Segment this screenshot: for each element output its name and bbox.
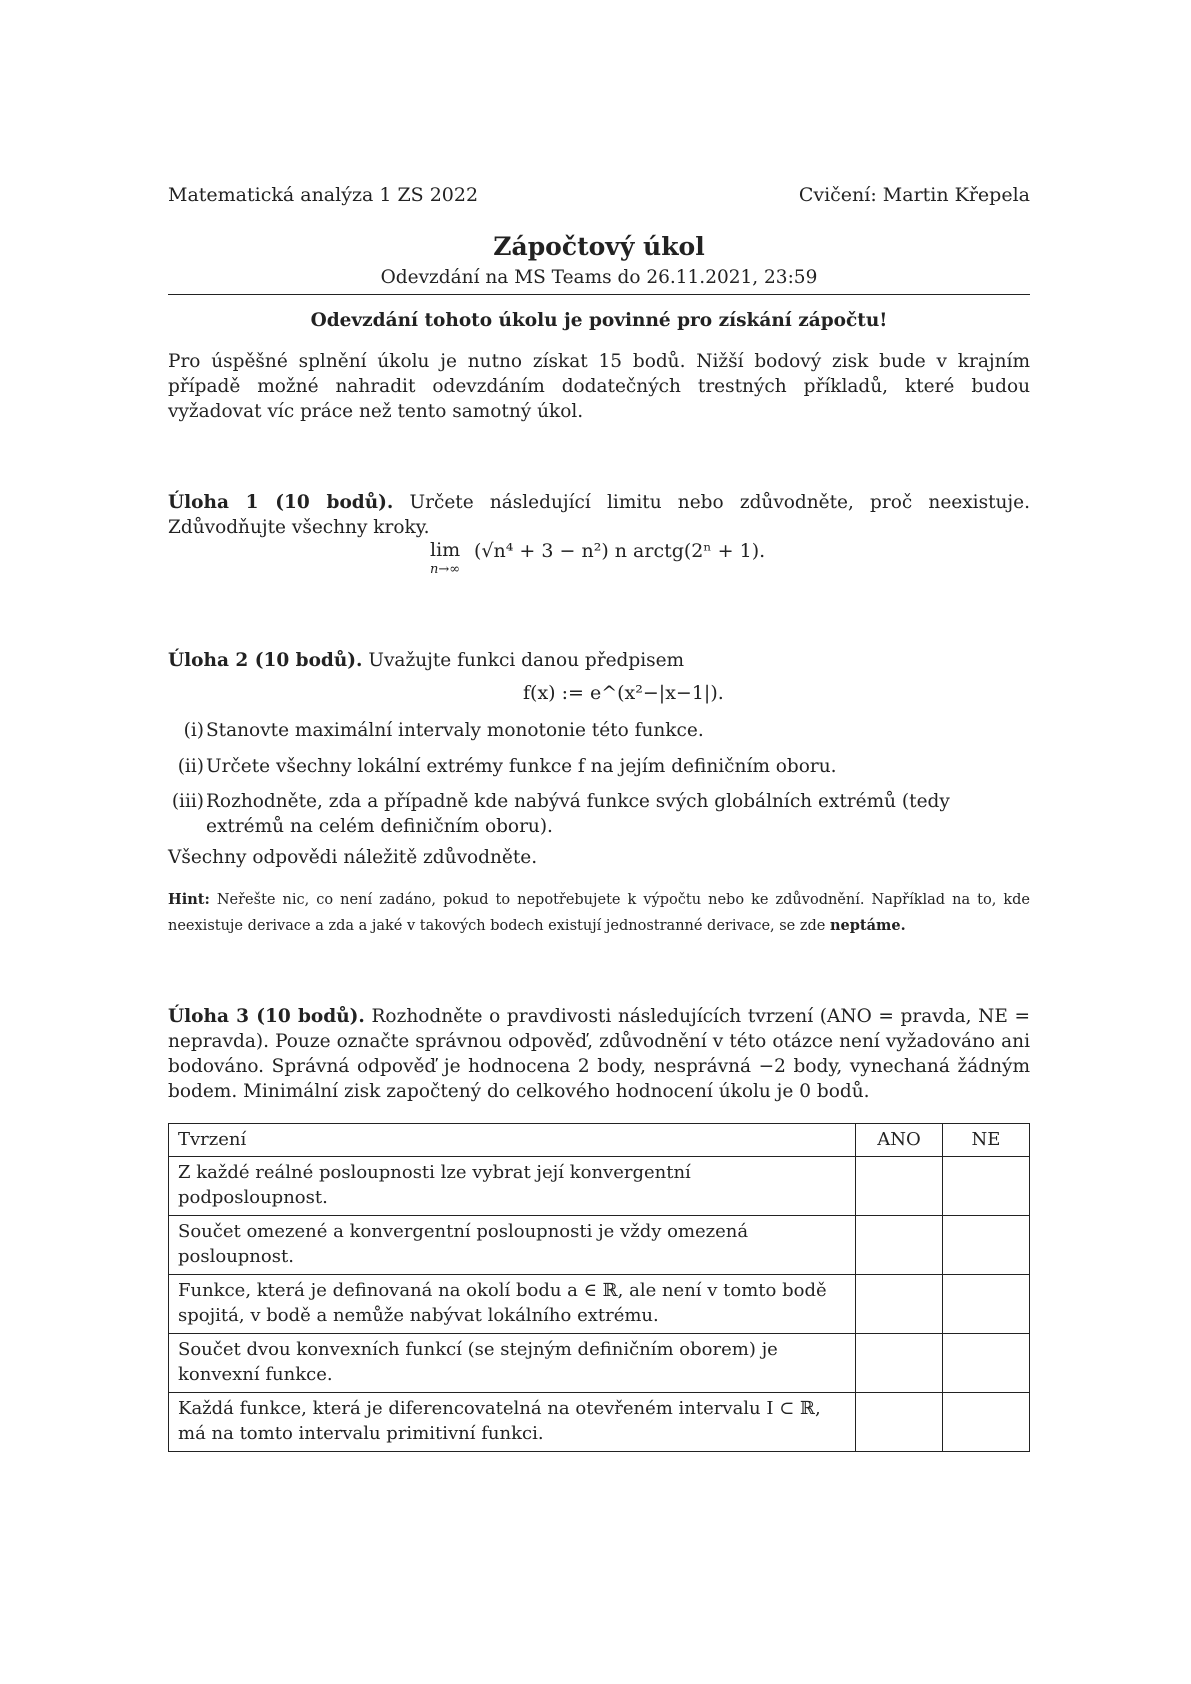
table-row (169, 1334, 1030, 1393)
item-number: (iii) (171, 791, 204, 812)
task-1-heading: Úloha 1 (10 bodů). (168, 492, 394, 513)
limit-operator: lim n→∞ (430, 540, 460, 580)
answer-yes-cell[interactable] (856, 1216, 943, 1275)
hint-text: Neřešte nic, co není zadáno, pokud to nepotřebujete k výpočtu nebo ke zdůvodnění. Například na to, kde neexistuje derivace a zda a jaké v takových bodech existují jednostranné derivace, se zde (168, 892, 1030, 934)
mandatory-notice: Odevzdání tohoto úkolu je povinné pro získání zápočtu! (310, 310, 888, 331)
answer-no-cell[interactable] (943, 1157, 1030, 1216)
header-yes: ANO (856, 1124, 943, 1157)
statement-cell: Funkce, která je definovaná na okolí bodu a ∈ ℝ, ale není v tomto bodě spojitá, v bodě a nemůže nabývat lokálního extrému. (169, 1275, 856, 1334)
title-rule (168, 294, 1030, 295)
table-header-row (169, 1124, 1030, 1157)
answer-yes-cell[interactable] (856, 1275, 943, 1334)
hint-label: Hint: (168, 891, 210, 908)
true-false-table (168, 1123, 1030, 1452)
statement-cell: Každá funkce, která je diferencovatelná na otevřeném intervalu I ⊂ ℝ, má na tomto intervalu primitivní funkci. (169, 1393, 856, 1452)
item-text: Rozhodněte, zda a případně kde nabývá funkce svých globálních extrémů (tedy extrémů na celém definičním oboru). (206, 791, 950, 837)
course-name: Matematická analýza 1 ZS 2022 (168, 184, 479, 206)
task-3 (168, 1004, 1030, 1104)
page-header (168, 184, 1030, 206)
hint-emphasis: neptáme. (830, 917, 906, 934)
limit-subscript: n→∞ (430, 562, 461, 577)
submission-deadline: Odevzdání na MS Teams do 26.11.2021, 23:59 (380, 267, 818, 288)
task-2-heading: Úloha 2 (10 bodů). (168, 650, 363, 671)
header-no: NE (943, 1124, 1030, 1157)
intro-paragraph: Pro úspěšné splnění úkolu je nutno získat 15 bodů. Nižší bodový zisk bude v krajním případě možné nahradit odevzdáním dodatečných trestných příkladů, které budou vyžadovat víc práce než tento samotný úkol. (168, 351, 1030, 422)
item-number: (i) (183, 720, 204, 741)
task-2-text: Uvažujte funkci danou předpisem (362, 650, 685, 671)
table-row (169, 1275, 1030, 1334)
item-text: Určete všechny lokální extrémy funkce f na jejím definičním oboru. (206, 756, 837, 777)
page-title: Zápočtový úkol (493, 232, 705, 261)
statement-cell: Součet dvou konvexních funkcí (se stejným definičním oborem) je konvexní funkce. (169, 1334, 856, 1393)
limit-expression: (√n⁴ + 3 − n²) n arctg(2ⁿ + 1). (474, 540, 766, 562)
table-row (169, 1216, 1030, 1275)
task-3-heading: Úloha 3 (10 bodů). (168, 1006, 365, 1027)
item-text: Stanovte maximální intervaly monotonie této funkce. (206, 720, 704, 741)
statement-cell: Z každé reálné posloupnosti lze vybrat její konvergentní podposloupnost. (169, 1157, 856, 1216)
answer-no-cell[interactable] (943, 1275, 1030, 1334)
task-2 (168, 648, 1030, 673)
task-1 (168, 490, 1030, 540)
table-row (169, 1393, 1030, 1452)
task-1-text: Určete následující limitu nebo zdůvodněte, proč neexistuje. Zdůvodňujte všechny kroky. (168, 492, 1030, 538)
header-statement: Tvrzení (169, 1124, 856, 1157)
answer-yes-cell[interactable] (856, 1157, 943, 1216)
item-number: (ii) (177, 756, 204, 777)
function-definition: f(x) := e^(x²−|x−1|). (523, 682, 724, 704)
answer-no-cell[interactable] (943, 1334, 1030, 1393)
task-2-closing: Všechny odpovědi náležitě zdůvodněte. (168, 847, 538, 868)
answer-yes-cell[interactable] (856, 1334, 943, 1393)
table-row (169, 1157, 1030, 1216)
task-3-text: Rozhodněte o pravdivosti následujících tvrzení (ANO = pravda, NE = nepravda). Pouze označte správnou odpověď, zdůvodnění v této otázce není vyžadováno ani bodováno. Správná odpověď je hodnocena 2 body, nesprávná −2 body, vynechaná žádným bodem. Minimální zisk započtený do celkového hodnocení úkolu je 0 bodů. (168, 1006, 1030, 1102)
statement-cell: Součet omezené a konvergentní posloupnosti je vždy omezená posloupnost. (169, 1216, 856, 1275)
answer-yes-cell[interactable] (856, 1393, 943, 1452)
answer-no-cell[interactable] (943, 1393, 1030, 1452)
answer-no-cell[interactable] (943, 1216, 1030, 1275)
instructor-name: Cvičení: Martin Křepela (798, 184, 1030, 206)
task-2-hint (168, 887, 1030, 939)
